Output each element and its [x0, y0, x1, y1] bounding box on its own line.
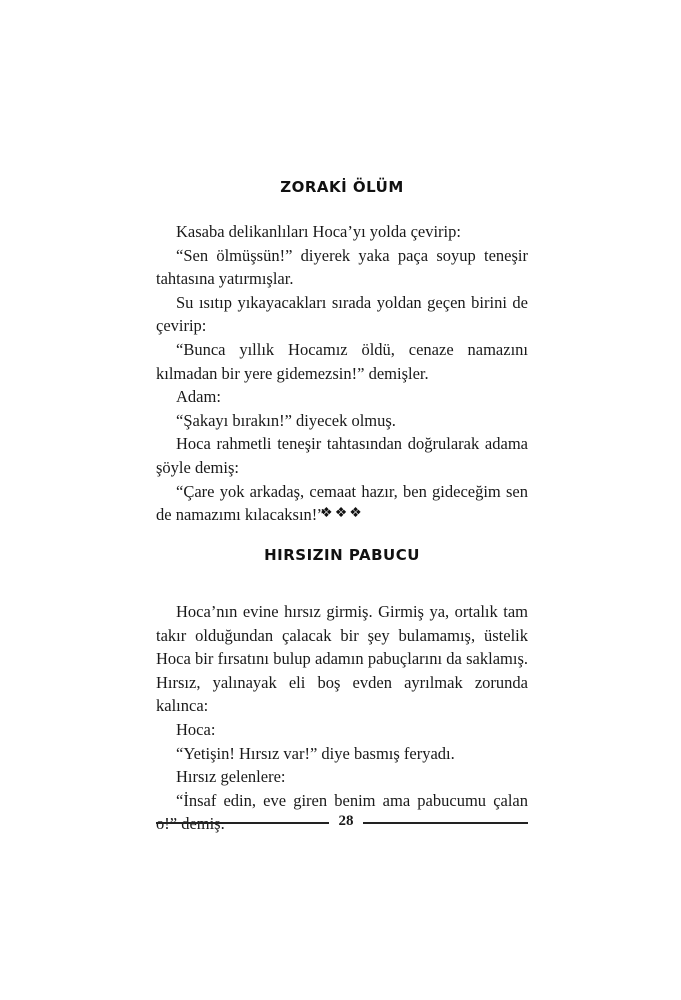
story-hirsizin-pabucu	[156, 546, 528, 836]
page-footer	[156, 813, 528, 833]
story-title: HIRSIZIN PABUCU	[264, 546, 420, 564]
paragraph: Su ısıtıp yıkayacakları sırada yoldan geçen birini de çevirip:	[156, 292, 528, 336]
paragraph: “Sen ölmüşsün!” diyerek yaka paça soyup teneşir tahtasına yatırmışlar.	[156, 245, 528, 289]
paragraph: Hoca rahmetli teneşir tahtasından doğrularak adama şöyle demiş:	[156, 434, 528, 477]
footer-rule-right	[363, 822, 528, 824]
paragraph: “Yetişin! Hırsız var!” diye basmış feryadı.	[176, 743, 455, 763]
paragraph: “Şakayı bırakın!” diyecek olmuş.	[176, 410, 396, 430]
paragraph: Adam:	[176, 387, 221, 407]
section-separator: ❖❖❖	[320, 506, 364, 521]
story-title: ZORAKİ ÖLÜM	[280, 178, 404, 196]
paragraph: Kasaba delikanlıları Hoca’yı yolda çevirip:	[176, 222, 461, 241]
paragraph: Hoca:	[176, 719, 216, 739]
page-number: 28	[338, 813, 354, 829]
footer-rule-left	[156, 822, 329, 824]
story-zoraki-olum	[156, 178, 528, 527]
paragraph: “İnsaf edin, eve giren benim ama pabucumu çalan	[176, 790, 528, 810]
paragraph: “Çare yok arkadaş, cemaat hazır, ben gideceğim sen de namazımı kılacaksın!”	[156, 481, 528, 525]
paragraph: Hırsız gelenlere:	[176, 767, 286, 787]
paragraph: Hoca’nın evine hırsız girmiş. Girmiş ya, ortalık tam takır olduğundan çalacak bir şey bulamamış, üstelik Hoca bir fırsatını bulup adamın pabuçlarını da saklamış. Hırsız, yalınayak eli boş evden ayrılmak zorunda kalınca:	[156, 602, 528, 716]
paragraph: “Bunca yıllık Hocamız öldü, cenaze namazını kılmadan bir yere gidemezsin!” demişler.	[156, 339, 528, 383]
